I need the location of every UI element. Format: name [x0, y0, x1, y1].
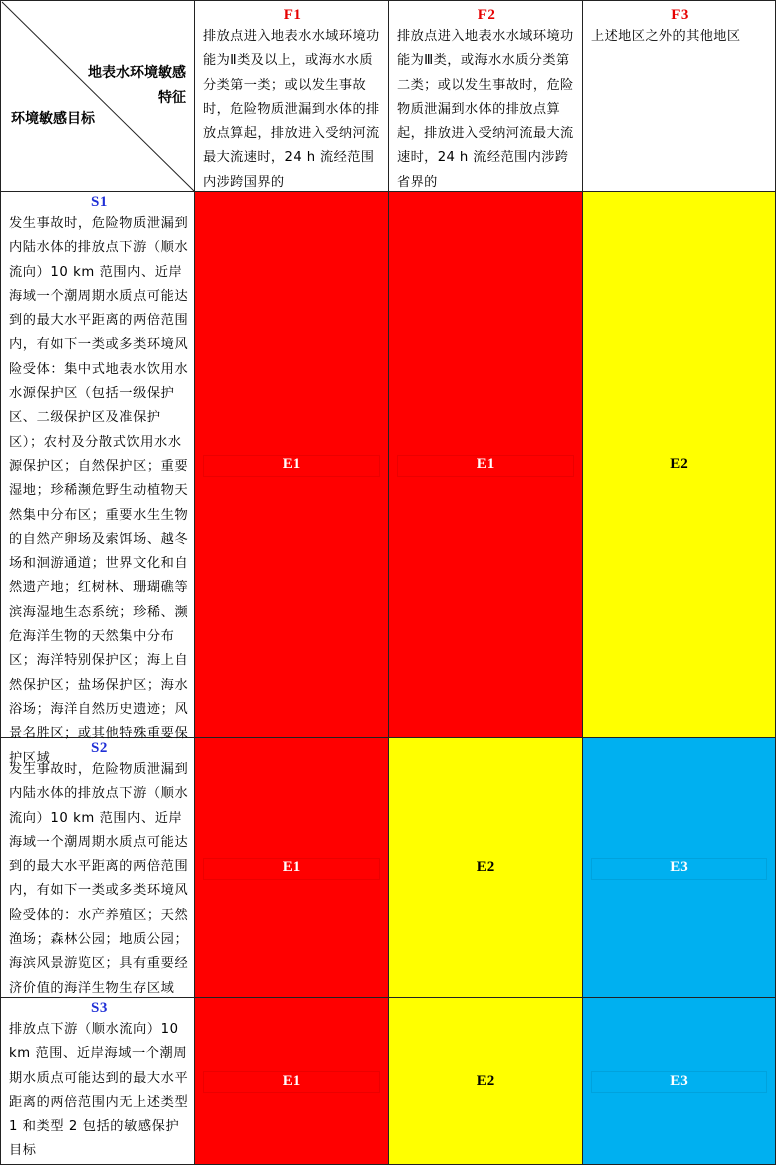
row-description: 发生事故时，危险物质泄漏到内陆水体的排放点下游（顺水流向）10 km 范围内、近岸海域一个潮周期水质点可能达到的最大水平距离的两倍范围内，有如下一类或多类环境风险受体的：水产养殖区；天然渔场；森林公园；地质公园；海滨风景游览区；具有重要经济价值的海洋生物生存区域	[9, 762, 189, 996]
level-label: E2	[476, 1072, 495, 1089]
level-label: E1	[282, 859, 301, 875]
row-code: S3	[90, 1000, 109, 1016]
row-description: 排放点下游（顺水流向）10 km 范围、近岸海域一个潮周期水质点可能达到的最大水平距离的两倍范围内无上述类型 1 和类型 2 包括的敏感保护目标	[9, 1022, 189, 1159]
level-cell-s1-f1	[195, 192, 389, 738]
row-header-s3	[0, 998, 195, 1165]
level-cell-s1-f2	[389, 192, 583, 738]
corner-header-cell	[0, 0, 195, 192]
column-header-f1	[195, 0, 389, 192]
column-header-f2	[389, 0, 583, 192]
level-cell-s3-f1	[195, 998, 389, 1165]
column-description: 排放点进入地表水水域环境功能为Ⅲ类，或海水水质分类第二类；或以发生事故时，危险物质泄漏到水体的排放点算起，排放进入受纳河流最大流速时，24 h 流经范围内涉跨省界的	[397, 29, 574, 190]
level-label: E3	[670, 1072, 688, 1089]
level-cell-s1-f3	[583, 192, 776, 738]
column-description: 上述地区之外的其他地区	[591, 29, 741, 44]
row-axis-label: 环境敏感目标	[11, 111, 95, 127]
row-code: S2	[90, 740, 109, 756]
column-code: F2	[477, 7, 496, 23]
level-label: E2	[670, 456, 688, 472]
level-cell-s3-f2	[389, 998, 583, 1165]
row-code: S1	[90, 194, 109, 210]
level-label: E2	[476, 859, 495, 875]
level-label: E1	[282, 456, 301, 472]
level-cell-s3-f3	[583, 998, 776, 1165]
column-header-f3	[583, 0, 776, 192]
column-code: F3	[671, 7, 689, 23]
level-label: E3	[670, 859, 688, 875]
level-label: E1	[282, 1072, 301, 1089]
row-header-s2	[0, 738, 195, 998]
level-cell-s2-f3	[583, 738, 776, 998]
row-description: 发生事故时，危险物质泄漏到内陆水体的排放点下游（顺水流向）10 km 范围内、近岸海域一个潮周期水质点可能达到的最大水平距离的两倍范围内，有如下一类或多类环境风险受体：集中式地表水饮用水水源保护区（包括一级保护区、二级保护区及准保护区）；农村及分散式饮用水水源保护区；自然保护区；重要湿地；珍稀濒危野生动植物天然集中分布区；重要水生生物的自然产卵场及索饵场、越冬场和洄游通道；世界文化和自然遗产地；红树林、珊瑚礁等滨海湿地生态系统；珍稀、濒危海洋生物的天然集中分布区；海洋特别保护区；海上自然保护区；盐场保护区；海水浴场；海洋自然历史遗迹；风景名胜区；或其他特殊重要保护区域	[9, 216, 189, 766]
level-label: E1	[476, 456, 495, 472]
column-code: F1	[283, 7, 302, 23]
level-cell-s2-f2	[389, 738, 583, 998]
column-axis-label: 地表水环境敏感特征	[88, 65, 186, 106]
level-cell-s2-f1	[195, 738, 389, 998]
column-description: 排放点进入地表水水域环境功能为Ⅱ类及以上，或海水水质分类第一类；或以发生事故时，危险物质泄漏到水体的排放点算起，排放进入受纳河流最大流速时，24 h 流经范围内涉跨国界的	[203, 29, 380, 190]
